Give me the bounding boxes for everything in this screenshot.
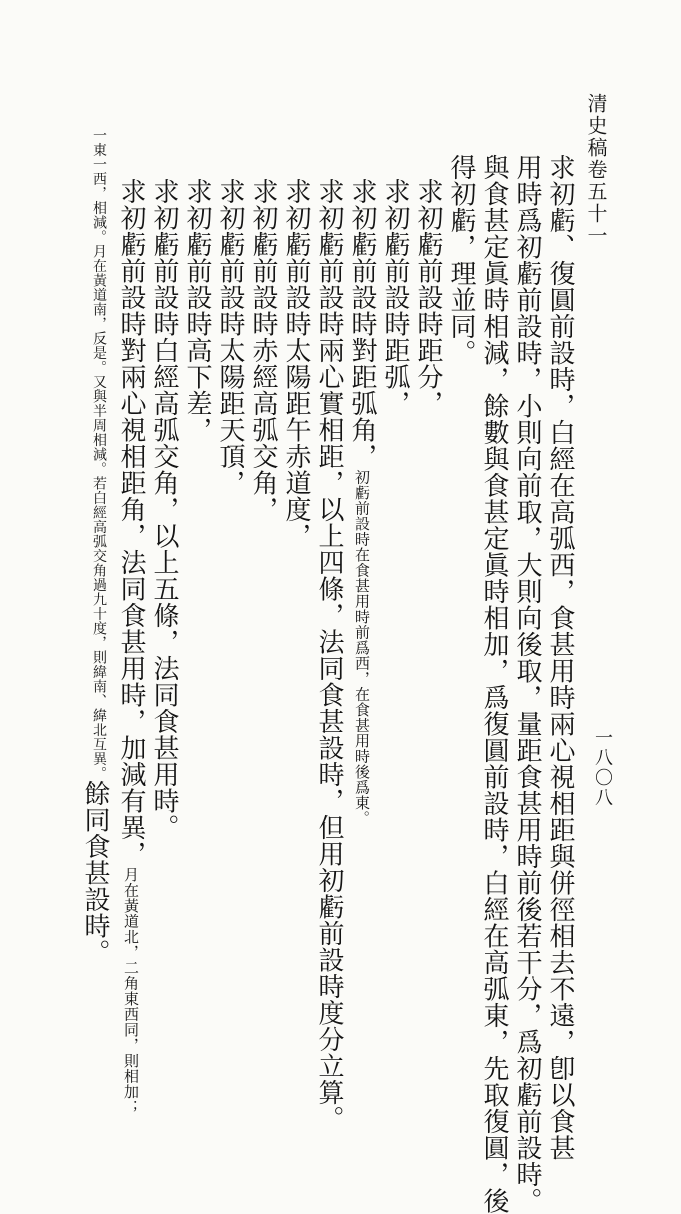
text-column-5: 求初虧前設時距分， xyxy=(413,178,443,417)
text-column-2: 用時爲初虧前設時，小則向前取，大則向後取，量距食甚用時前後若干分，爲初虧前設時。 xyxy=(512,154,542,1214)
text-column-13: 求初虧前設時白經高弧交角，以上五條，法同食甚用時。 xyxy=(149,178,179,841)
text-column-10: 求初虧前設時赤經高弧交角， xyxy=(248,178,278,523)
text-column-7-main: 求初虧前設時對距弧角， xyxy=(347,178,377,470)
page-number: 一八〇八 xyxy=(592,728,613,808)
text-column-14 xyxy=(118,178,144,1115)
text-column-8: 求初虧前設時兩心實相距，以上四條，法同食甚設時，但用初虧前設時度分立算。 xyxy=(314,178,344,1132)
text-column-14-note: 月在黃道北，二角東西同，則相加； xyxy=(122,867,140,1115)
text-column-9: 求初虧前設時太陽距午赤道度， xyxy=(281,178,311,549)
text-column-3: 與食甚定眞時相減，餘數與食甚定眞時相加，爲復圓前設時，白經在高弧東，先取復圓，後 xyxy=(479,154,509,1214)
text-column-7-note: 初虧前設時在食甚用時前爲西，在食甚用時後爲東。 xyxy=(353,469,371,826)
text-column-1: 求初虧、復圓前設時，白經在高弧西，食甚用時兩心視相距與併徑相去不遠，卽以食甚 xyxy=(545,154,575,1161)
text-column-11: 求初虧前設時太陽距天頂， xyxy=(215,178,245,496)
text-column-15-tail: 餘同食甚設時。 xyxy=(80,780,110,966)
text-column-15-note: 一東一西，相減。月在黃道南，反是。又與半周相減。若白經高弧交角過九十度，則緯南、緯北互異。 xyxy=(91,128,107,781)
text-column-6: 求初虧前設時距弧， xyxy=(380,178,410,417)
text-column-4: 得初虧，理並同。 xyxy=(446,154,476,366)
running-header: 清史稿卷五十一 xyxy=(584,93,608,247)
text-column-7 xyxy=(349,178,375,826)
text-column-14-main: 求初虧前設時對兩心視相距角，法同食甚用時，加減有異， xyxy=(116,178,146,867)
text-column-12: 求初虧前設時高下差， xyxy=(182,178,212,443)
